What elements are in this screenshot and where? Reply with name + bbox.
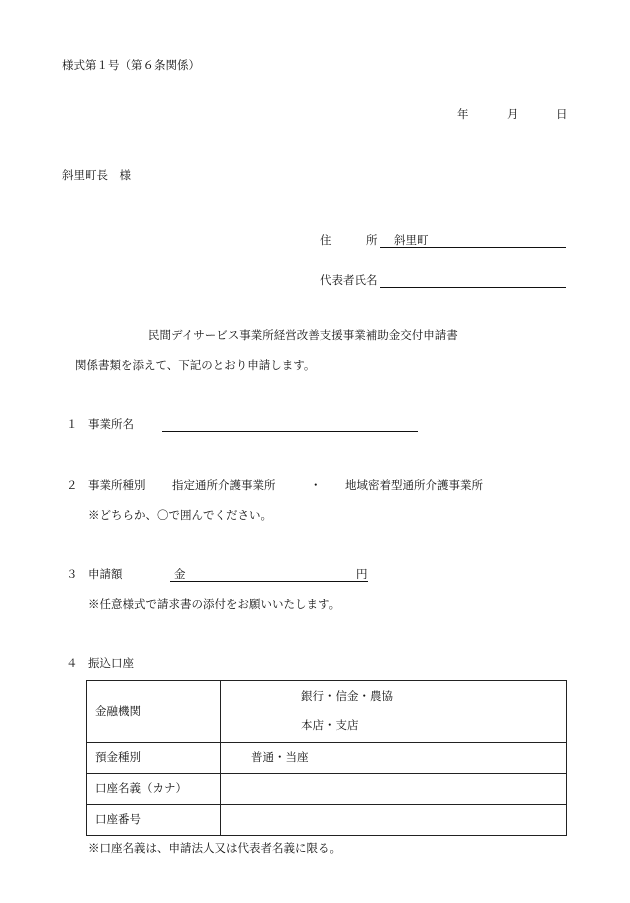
date-year-label: 年 bbox=[457, 107, 469, 121]
table-row bbox=[87, 774, 567, 805]
bank-institution-cell bbox=[221, 681, 567, 743]
item-1-label: 事業所名 bbox=[88, 417, 134, 431]
item-3-number: ３ bbox=[66, 567, 78, 581]
date-day-label: 日 bbox=[556, 107, 568, 121]
office-name-underline bbox=[162, 431, 418, 432]
branch-type-options: 本店・支店 bbox=[301, 718, 359, 732]
item-4-number: ４ bbox=[66, 656, 78, 670]
item-4-label: 振込口座 bbox=[88, 656, 134, 670]
item-1-number: １ bbox=[66, 417, 78, 431]
office-type-option-2: 地域密着型通所介護事業所 bbox=[345, 478, 483, 492]
document-title: 民間デイサービス事業所経営改善支援事業補助金交付申請書 bbox=[148, 328, 458, 342]
office-type-separator: ・ bbox=[310, 478, 322, 492]
office-type-option-1: 指定通所介護事業所 bbox=[172, 478, 276, 492]
table-row bbox=[87, 681, 567, 743]
address-value: 斜里町 bbox=[394, 233, 429, 247]
account-number-label: 口座番号 bbox=[87, 805, 221, 836]
amount-note: ※任意様式で請求書の添付をお願いいたします。 bbox=[88, 597, 341, 611]
account-holder-value bbox=[221, 774, 567, 805]
amount-underline bbox=[170, 581, 368, 582]
address-label: 住 所 bbox=[320, 233, 378, 247]
intro-text: 関係書類を添えて、下記のとおり申請します。 bbox=[75, 358, 316, 372]
account-name-note: ※口座名義は、申請法人又は代表者名義に限る。 bbox=[88, 841, 341, 855]
deposit-type-label: 預金種別 bbox=[87, 743, 221, 774]
item-2-label: 事業所種別 bbox=[88, 478, 146, 492]
deposit-type-value: 普通・当座 bbox=[221, 743, 567, 774]
representative-label: 代表者氏名 bbox=[320, 273, 378, 287]
bank-account-table bbox=[86, 680, 567, 836]
account-number-value bbox=[221, 805, 567, 836]
form-number: 様式第１号（第６条関係） bbox=[62, 58, 200, 72]
representative-underline bbox=[380, 287, 566, 288]
table-row bbox=[87, 805, 567, 836]
addressee: 斜里町長 様 bbox=[62, 168, 131, 182]
account-holder-label: 口座名義（カナ） bbox=[87, 774, 221, 805]
amount-suffix: 円 bbox=[356, 567, 368, 581]
bank-institution-label: 金融機関 bbox=[87, 681, 221, 743]
table-row bbox=[87, 743, 567, 774]
date-month-label: 月 bbox=[507, 107, 519, 121]
item-2-number: ２ bbox=[66, 478, 78, 492]
address-underline bbox=[380, 247, 566, 248]
office-type-note: ※どちらか、〇で囲んでください。 bbox=[88, 508, 272, 522]
amount-prefix: 金 bbox=[174, 567, 186, 581]
item-3-label: 申請額 bbox=[88, 567, 123, 581]
bank-type-options: 銀行・信金・農協 bbox=[301, 689, 393, 703]
